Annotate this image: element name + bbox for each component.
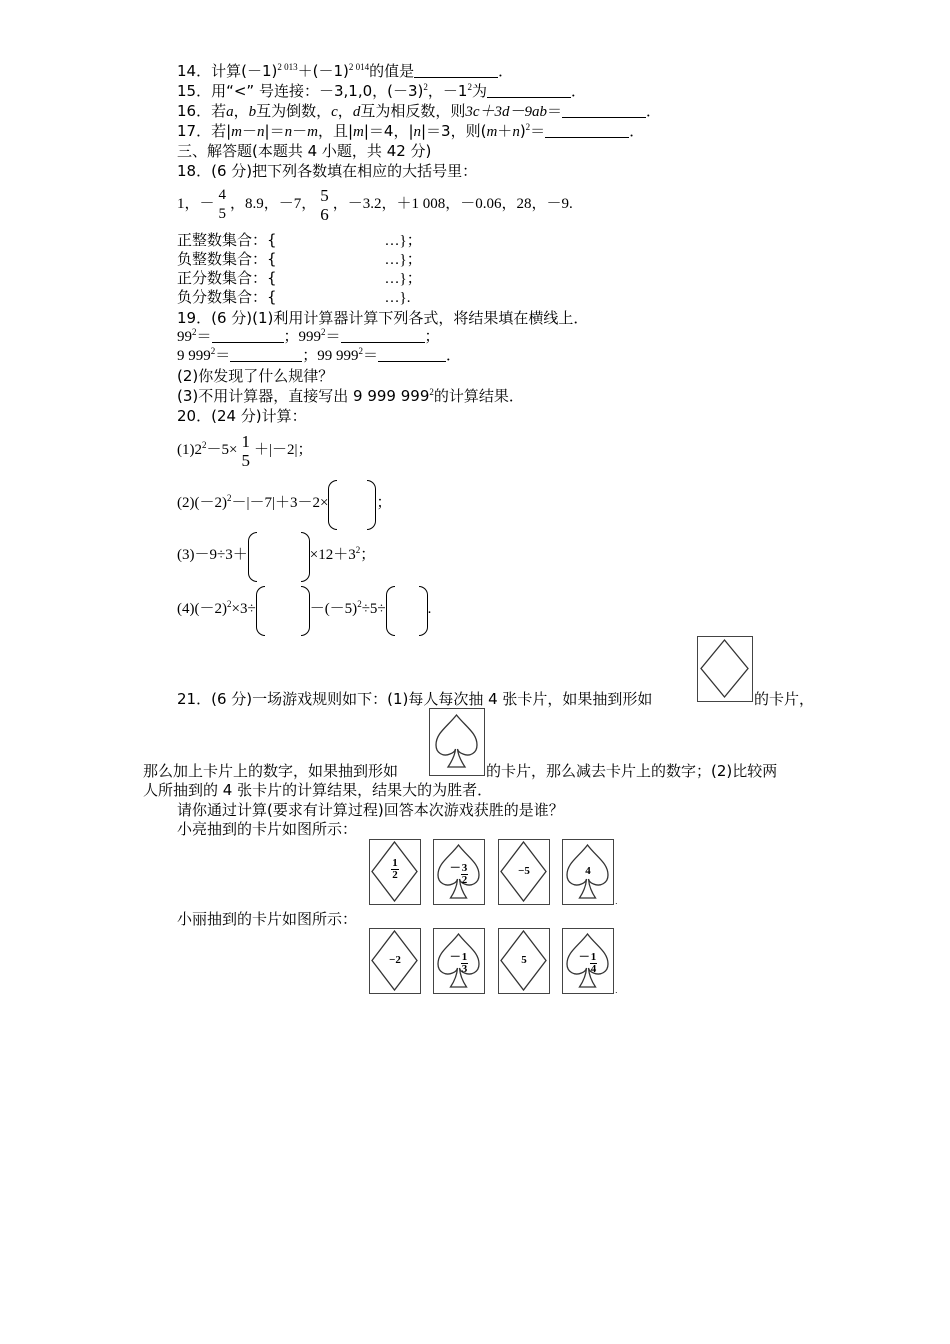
q21-line-2 xyxy=(143,762,398,780)
q18-fraction-1 xyxy=(217,186,229,224)
q14-text-c: 的值是 xyxy=(369,62,415,80)
q18-frac2-num: 5 xyxy=(320,185,329,205)
q19-p3-exp: 2 xyxy=(429,387,434,397)
expr-exp: 2 xyxy=(357,599,362,609)
q18-nums-b: ，8.9，－7， xyxy=(230,196,317,212)
q20-frac-num: 1 xyxy=(241,431,250,451)
q20-frac-den: 5 xyxy=(241,450,250,470)
q20-expr-4 xyxy=(177,584,431,634)
card-value xyxy=(434,948,484,975)
q19-base: 9 999 xyxy=(177,348,211,364)
q21-line-1b: 的卡片， xyxy=(754,690,815,708)
card-value xyxy=(563,948,613,975)
q14-text: 14．计算(－1) xyxy=(177,62,278,80)
card-fraction xyxy=(461,863,469,886)
expr-text: (3)－9÷3＋ xyxy=(177,547,248,563)
question-16 xyxy=(177,102,661,121)
q21-text: 21．(6 分)一场游戏规则如下：(1)每人每次抽 4 张卡片，如果抽到形如 xyxy=(177,690,653,708)
diamond-card xyxy=(369,839,421,905)
card-value: −5 xyxy=(518,865,530,877)
q14-answer-blank[interactable] xyxy=(414,63,498,78)
q17-op: ＋ xyxy=(497,122,513,140)
q17-end: ． xyxy=(629,122,645,140)
empty-parentheses xyxy=(328,480,376,528)
q19-end: ． xyxy=(446,348,462,364)
q17-text-d: ，且| xyxy=(317,122,353,140)
q17-var: n xyxy=(413,124,421,140)
set-label: 正分数集合：{ xyxy=(177,269,277,287)
expr-text: (2)(－2) xyxy=(177,495,227,511)
q17-equals: ＝ xyxy=(530,122,546,140)
expr-exp: 2 xyxy=(226,493,232,503)
q19-end: ； xyxy=(424,329,440,345)
q17-text-g: ) xyxy=(519,122,526,140)
q18-nums-c: ，－3.2，＋1 008，－0.06，28，－9. xyxy=(332,196,573,212)
set-tail: …}； xyxy=(384,233,422,249)
q17-var: m xyxy=(307,124,318,140)
q18-number-list xyxy=(177,184,573,224)
section-heading: 三、解答题(本题共 4 小题，共 42 分) xyxy=(177,142,432,160)
set-label: 负分数集合：{ xyxy=(177,288,277,306)
q19-eq: ＝ xyxy=(196,329,212,345)
card-frac-den: 3 xyxy=(461,963,468,975)
card-frac-num: 1 xyxy=(392,857,398,869)
expr-text: (4)(－2) xyxy=(177,601,227,617)
q18-set-positive-fractions xyxy=(177,269,422,288)
q17-text-e: |＝4，| xyxy=(363,122,414,140)
q19-base: 999 xyxy=(298,329,322,345)
q14-text-b: ＋(－1) xyxy=(297,62,349,80)
q21-line-3: 人所抽到的 4 张卡片的计算结果，结果大的为胜者． xyxy=(143,781,493,799)
spade-card xyxy=(562,839,614,905)
q19-blank-1[interactable] xyxy=(212,328,284,343)
card-frac-num: 3 xyxy=(461,862,468,874)
card-fraction xyxy=(590,952,598,975)
empty-parentheses xyxy=(256,586,310,634)
q18-set-negative-integers xyxy=(177,250,422,269)
q19-sep: ； xyxy=(302,348,318,364)
q18-fraction-2 xyxy=(318,186,331,224)
q19-blank-3[interactable] xyxy=(230,347,302,362)
q17-text-f: |＝3，则( xyxy=(421,122,487,140)
card-frac-num: 1 xyxy=(461,951,468,963)
card-value xyxy=(434,859,484,886)
card-frac-den: 4 xyxy=(590,963,597,975)
q19-p3-text: (3)不用计算器，直接写出 9 999 999 xyxy=(177,387,430,405)
q19-blank-4[interactable] xyxy=(378,347,446,362)
q16-expression: 3c＋3d－9ab xyxy=(465,104,547,120)
q19-title: 19．(6 分)(1)利用计算器计算下列各式，将结果填在横线上． xyxy=(177,309,589,327)
q19-row-2 xyxy=(177,347,461,365)
expr-text: ； xyxy=(376,495,392,511)
q21-line-4: 请你通过计算(要求有计算过程)回答本次游戏获胜的是谁？ xyxy=(177,801,564,819)
q18-set-positive-integers xyxy=(177,231,422,250)
q15-end: ． xyxy=(570,82,586,100)
expr-text: ÷5÷ xyxy=(361,601,386,617)
empty-parentheses xyxy=(386,586,428,634)
q17-op: － xyxy=(292,122,308,140)
q15-exponent-2: 2 xyxy=(467,82,472,92)
q19-exp: 2 xyxy=(192,327,197,337)
q15-text: 15．用“<” 号连接：－3,1,0，(－3) xyxy=(177,82,424,100)
q21-line-1 xyxy=(177,690,652,708)
q15-text-b: ，－1 xyxy=(427,82,468,100)
q16-var-c: c xyxy=(331,104,338,120)
card-frac-num: 1 xyxy=(590,951,597,963)
q15-exponent-1: 2 xyxy=(423,82,428,92)
q17-answer-blank[interactable] xyxy=(545,123,629,138)
q18-frac1-den: 5 xyxy=(218,205,227,222)
xiaoliang-label: 小亮抽到的卡片如图所示： xyxy=(177,820,358,838)
set-label: 负整数集合：{ xyxy=(177,250,277,268)
expr-exp: 2 xyxy=(226,599,232,609)
q17-var: m xyxy=(231,124,242,140)
q19-eq: ＝ xyxy=(325,329,341,345)
q18-nums-a: 1，－ xyxy=(177,196,215,212)
card-sign: － xyxy=(578,951,590,963)
spade-card-icon xyxy=(429,708,485,776)
q18-frac1-num: 4 xyxy=(218,186,227,203)
period-mark: . xyxy=(615,986,618,995)
q20-expr-2 xyxy=(177,478,391,528)
spade-card xyxy=(562,928,614,994)
q16-answer-blank[interactable] xyxy=(562,103,646,118)
q15-answer-blank[interactable] xyxy=(487,83,571,98)
q19-row-1 xyxy=(177,328,440,346)
expr-exp: 2 xyxy=(202,440,207,450)
q16-text-c: 互为相反数，则 xyxy=(360,102,466,120)
period-mark: . xyxy=(615,897,618,906)
q19-base: 99 999 xyxy=(317,348,359,364)
question-14 xyxy=(177,62,513,80)
q16-text: 16．若 xyxy=(177,102,227,120)
expr-text: －5× xyxy=(206,442,238,458)
card-value: 4 xyxy=(585,865,591,877)
q20-expr-1 xyxy=(177,430,312,470)
q19-exp: 2 xyxy=(358,346,364,356)
q21-line-2b: 的卡片，那么减去卡片上的数字；(2)比较两 xyxy=(486,762,778,780)
card-fraction xyxy=(461,952,469,975)
diamond-card-icon xyxy=(697,636,753,702)
q16-sep-2: ， xyxy=(337,102,353,120)
card-sign: － xyxy=(449,862,461,874)
q16-var-b: b xyxy=(248,104,257,120)
q19-blank-2[interactable] xyxy=(341,328,425,343)
card-frac-den: 2 xyxy=(461,874,468,886)
q15-text-c: 为 xyxy=(471,82,487,100)
set-tail: …}； xyxy=(384,252,422,268)
set-label: 正整数集合：{ xyxy=(177,231,277,249)
card-value xyxy=(370,857,420,881)
card-fraction xyxy=(391,858,399,881)
expr-text: ×12＋3 xyxy=(309,547,356,563)
card-sign: － xyxy=(449,951,461,963)
q19-p3-text-b: 的计算结果． xyxy=(433,387,524,405)
q16-equals: ＝ xyxy=(547,102,563,120)
spade-card xyxy=(433,928,485,994)
question-15 xyxy=(177,82,586,100)
expr-text: ＋|－2|； xyxy=(253,442,313,458)
expr-text: －(－5) xyxy=(309,601,358,617)
spade-card xyxy=(433,839,485,905)
q21-text: 那么加上卡片上的数字，如果抽到形如 xyxy=(143,762,399,780)
q17-var: m xyxy=(486,124,498,140)
q20-fraction xyxy=(239,432,252,470)
q14-exponent-1: 2 013 xyxy=(277,62,298,72)
q19-part-2: (2)你发现了什么规律？ xyxy=(177,367,334,385)
q20-title: 20．(24 分)计算： xyxy=(177,407,307,425)
q14-exponent-2: 2 014 xyxy=(348,62,370,72)
q16-text-b: 互为倒数， xyxy=(256,102,332,120)
empty-parentheses xyxy=(248,532,310,580)
set-tail: …}； xyxy=(384,271,422,287)
expr-text: (1)2 xyxy=(177,442,202,458)
q19-exp: 2 xyxy=(210,346,216,356)
expr-exp: 2 xyxy=(355,545,361,555)
set-tail: …}. xyxy=(384,290,411,306)
q17-var: m xyxy=(353,124,364,140)
q17-exponent: 2 xyxy=(525,122,531,132)
expr-text: ×3÷ xyxy=(231,601,256,617)
q19-exp: 2 xyxy=(321,327,326,337)
q14-end: ． xyxy=(498,62,514,80)
q18-set-negative-fractions xyxy=(177,288,411,307)
diamond-card xyxy=(498,839,550,905)
q19-eq: ＝ xyxy=(215,348,231,364)
q16-var-a: a xyxy=(226,104,234,120)
diamond-card xyxy=(498,928,550,994)
q17-var: n xyxy=(284,124,293,140)
q20-expr-3 xyxy=(177,530,375,580)
q19-part-3 xyxy=(177,387,524,405)
q17-text-b: |＝ xyxy=(264,122,285,140)
card-value: 5 xyxy=(521,954,527,966)
q16-end: ． xyxy=(646,102,662,120)
q19-sep: ； xyxy=(283,329,299,345)
card-value: −2 xyxy=(389,954,401,966)
question-17 xyxy=(177,122,644,141)
q17-var: n xyxy=(512,124,520,140)
q19-eq: ＝ xyxy=(363,348,379,364)
q16-sep-1: ， xyxy=(233,102,249,120)
q17-var: n xyxy=(257,124,265,140)
q16-var-d: d xyxy=(352,104,361,120)
expr-text: ； xyxy=(360,547,376,563)
expr-text: －|－7|＋3－2× xyxy=(231,495,329,511)
q18-title: 18．(6 分)把下列各数填在相应的大括号里： xyxy=(177,162,478,180)
diamond-card xyxy=(369,928,421,994)
xiaoli-label: 小丽抽到的卡片如图所示： xyxy=(177,910,358,928)
expr-text: . xyxy=(427,601,432,617)
q17-op: － xyxy=(242,122,258,140)
q17-text: 17．若| xyxy=(177,122,232,140)
card-frac-den: 2 xyxy=(392,869,398,881)
q18-frac2-den: 6 xyxy=(320,204,329,224)
q19-base: 99 xyxy=(177,329,192,345)
